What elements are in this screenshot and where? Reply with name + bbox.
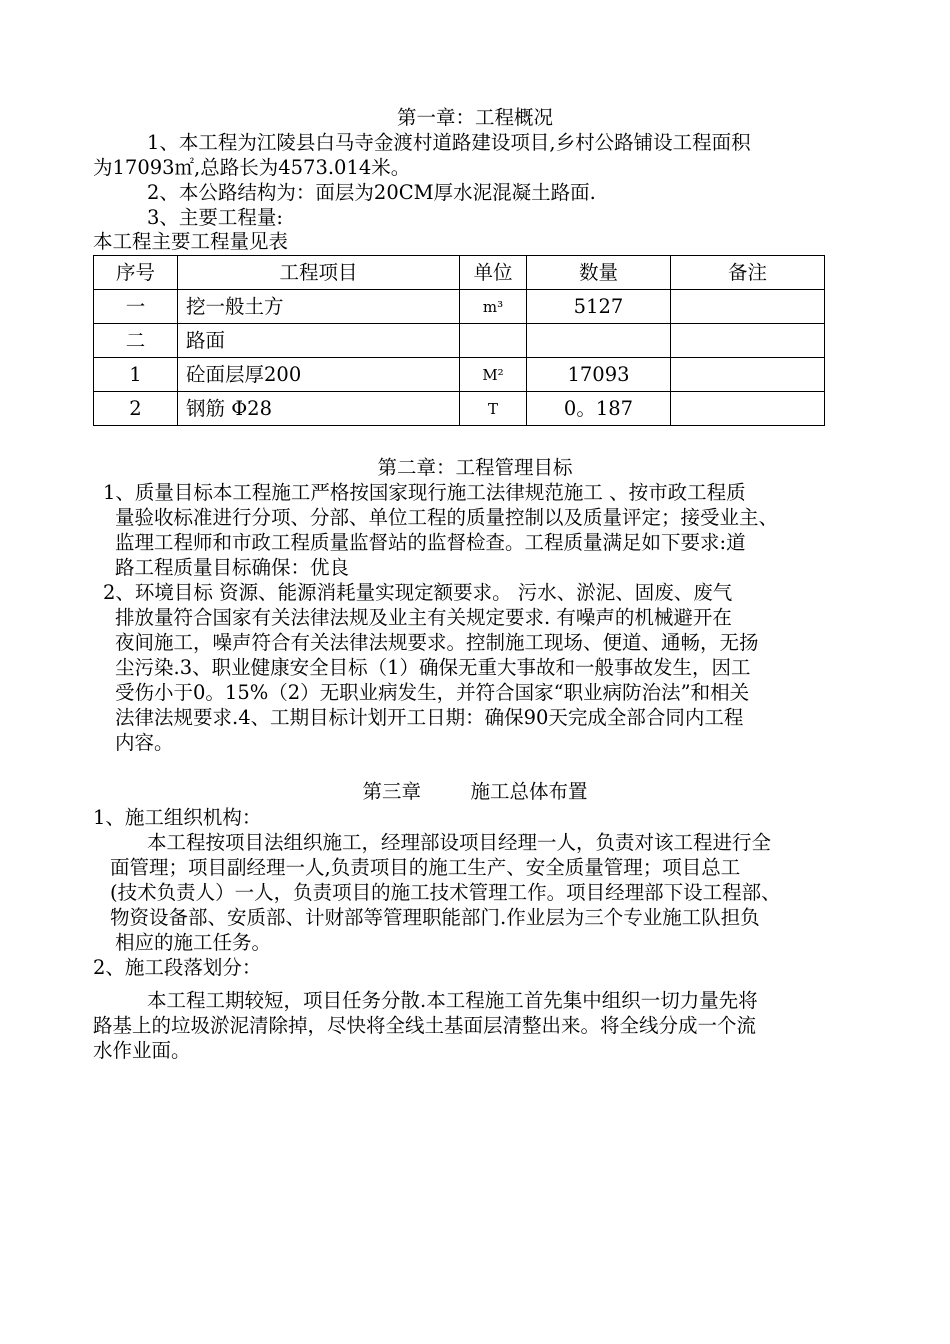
chapter1-paragraph2: 2、本公路结构为：面层为20CM厚水泥混凝土路面. [147,181,596,204]
header-cell: 单位 [460,256,527,290]
row-item: 路面 [178,324,460,358]
row-note [671,392,825,426]
chapter2-line: 受伤小于0。15%（2）无职业病发生，并符合国家“职业病防治法”和相关 [115,681,750,704]
chapter2-title: 第二章：工程管理目标 [377,456,573,479]
table-row [94,290,825,324]
header-cell: 数量 [527,256,671,290]
section2-line: 水作业面。 [93,1039,191,1062]
section2-line: 路基上的垃圾淤泥清除掉，尽快将全线土基面层清整出来。将全线分成一个流 [93,1014,757,1037]
chapter2-line: 监理工程师和市政工程质量监督站的监督检查。工程质量满足如下要求:道 [115,531,746,554]
row-number: 1 [94,358,178,392]
chapter2-line: 1、质量目标本工程施工严格按国家现行施工法律规范施工 、按市政工程质 [103,481,746,504]
chapter2-line: 法律法规要求.4、工期目标计划开工日期：确保90天完成全部合同内工程 [115,706,744,729]
row-item: 挖一般土方 [178,290,460,324]
section1-line: 面管理；项目副经理一人,负责项目的施工生产、安全质量管理；项目总工 [110,856,741,879]
table-caption: 本工程主要工程量见表 [93,230,289,253]
table-header-row [94,256,825,290]
chapter1-paragraph1-line1: 1、本工程为江陵县白马寺金渡村道路建设项目,乡村公路铺设工程面积 [147,131,751,154]
section1-line: 相应的施工任务。 [115,931,272,954]
chapter1-title: 第一章：工程概况 [396,106,553,129]
row-note [671,324,825,358]
row-number: 2 [94,392,178,426]
section1-line: 物资设备部、安质部、计财部等管理职能部门.作业层为三个专业施工队担负 [110,906,760,929]
row-quantity: 0。187 [527,392,671,426]
row-unit [460,324,527,358]
row-item: 钢筋 Φ28 [178,392,460,426]
row-number: 一 [94,290,178,324]
row-item: 砼面层厚200 [178,358,460,392]
chapter2-line: 2、环境目标 资源、能源消耗量实现定额要求。 污水、淤泥、固废、废气 [103,581,733,604]
table-row [94,392,825,426]
row-quantity [527,324,671,358]
chapter1-paragraph3: 3、主要工程量: [147,206,283,229]
row-quantity: 17093 [527,358,671,392]
chapter2-line: 尘污染.3、职业健康安全目标（1）确保无重大事故和一般事故发生，因工 [115,656,751,679]
chapter3-title: 第三章 施工总体布置 [362,780,588,803]
chapter2-line: 排放量符合国家有关法律法规及业主有关规定要求. 有噪声的机械避开在 [115,606,732,629]
header-cell: 备注 [671,256,825,290]
row-unit: m³ [460,290,527,324]
section1-line: 本工程按项目法组织施工，经理部设项目经理一人，负责对该工程进行全 [147,831,772,854]
row-note [671,290,825,324]
row-note [671,358,825,392]
chapter2-line: 夜间施工，噪声符合有关法律法规要求。控制施工现场、便道、通畅，无扬 [115,631,759,654]
table-row [94,324,825,358]
section2-title: 2、施工段落划分： [93,956,262,979]
section1-line: (技术负责人）一人，负责项目的施工技术管理工作。项目经理部下设工程部、 [110,881,781,904]
section1-title: 1、施工组织机构： [93,806,262,829]
row-number: 二 [94,324,178,358]
chapter2-line: 路工程质量目标确保：优良 [115,556,350,579]
header-cell: 工程项目 [178,256,460,290]
chapter2-line: 量验收标准进行分项、分部、单位工程的质量控制以及质量评定；接受业主、 [115,506,779,529]
header-cell: 序号 [94,256,178,290]
chapter1-paragraph1-line2: 为17093㎡,总路长为4573.014米。 [93,156,411,179]
row-quantity: 5127 [527,290,671,324]
row-unit: M² [460,358,527,392]
row-unit: T [460,392,527,426]
quantity-table [93,255,825,426]
section2-line: 本工程工期较短，项目任务分散.本工程施工首先集中组织一切力量先将 [147,989,758,1012]
chapter2-line: 内容。 [115,731,174,754]
table-row [94,358,825,392]
